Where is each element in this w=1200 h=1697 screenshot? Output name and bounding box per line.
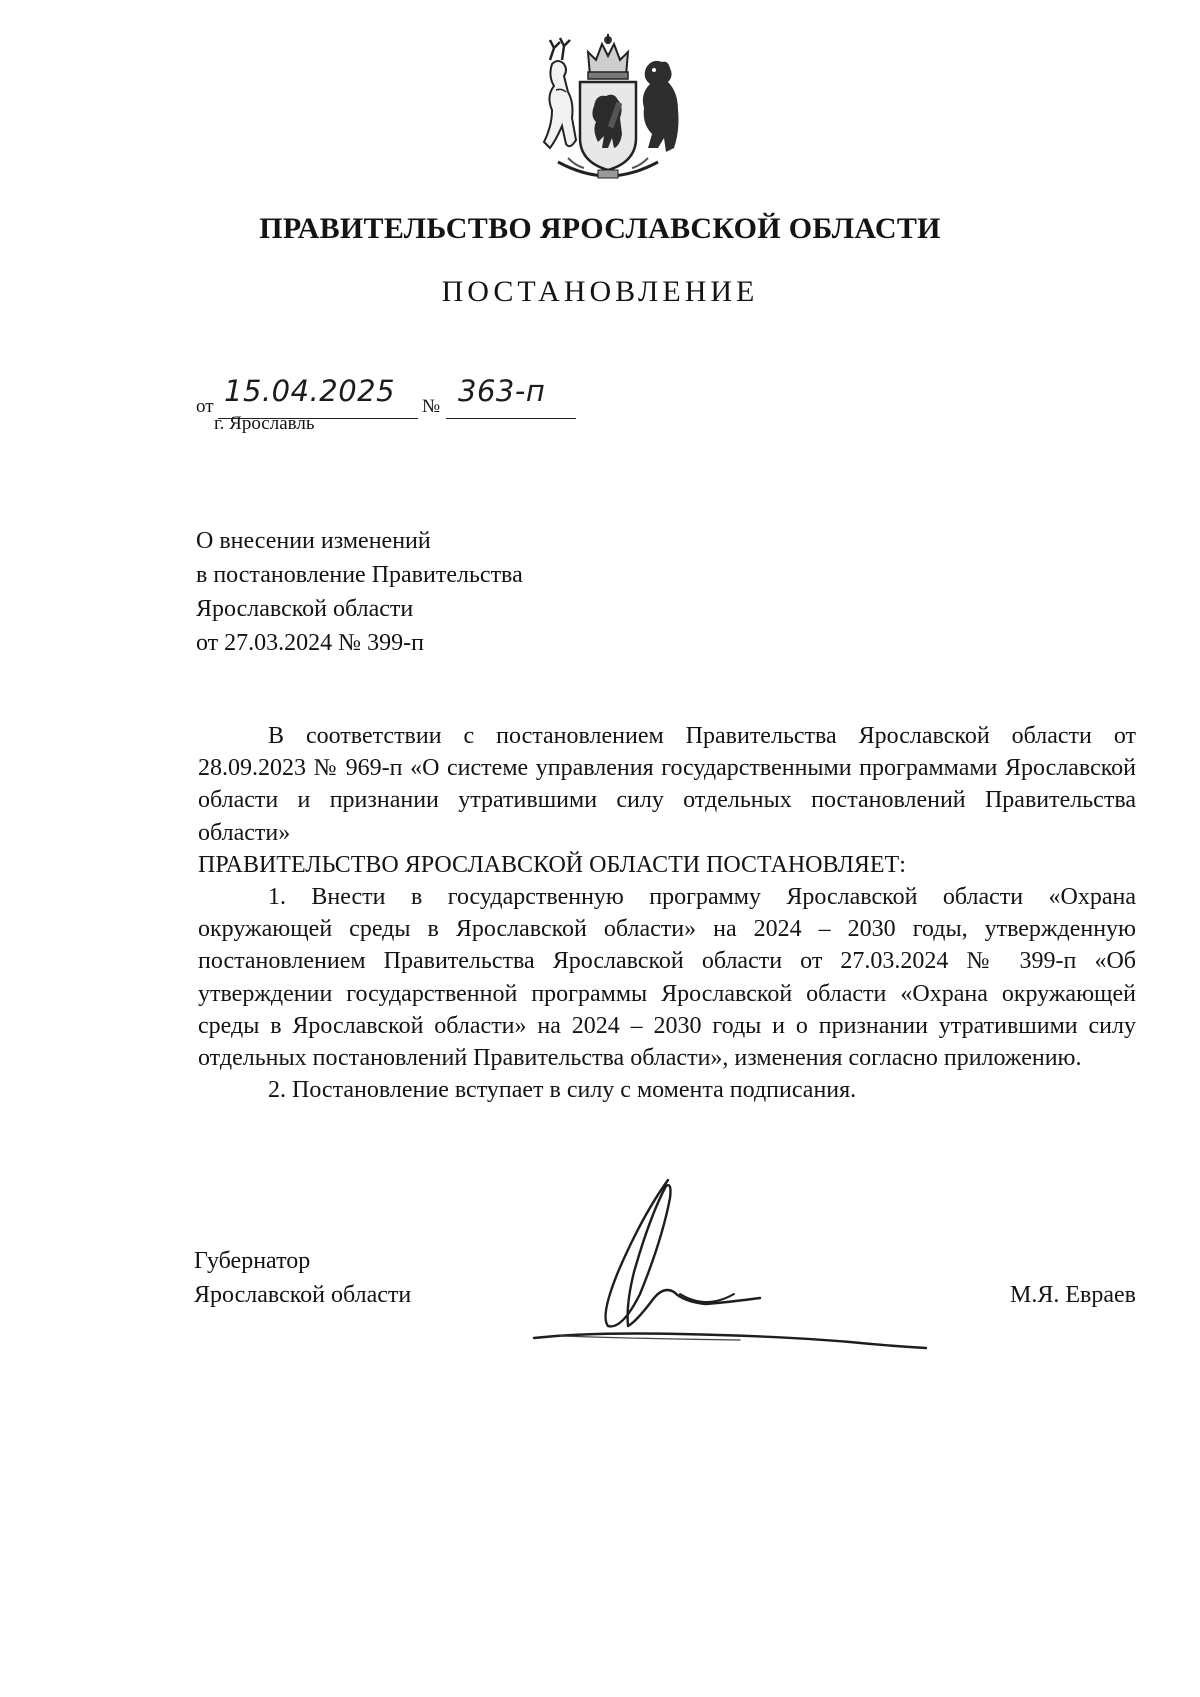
preamble-paragraph: В соответствии с постановлением Правительства Ярославской области от 28.09.2023 № 969-п «О системе управления государственными программами Ярославской области и признании утратившими силу отдельных постановлений Правительства области»: [198, 723, 1136, 846]
signatory-title: [194, 1244, 411, 1312]
date-prefix: от: [196, 396, 214, 417]
date-handwritten: 15.04.2025: [224, 374, 396, 408]
item-1-paragraph: 1. Внести в государственную программу Ярославской области «Охрана окружающей среды в Ярославской области» на 2024 – 2030 годы, утвержденную постановлением Правительства Ярославской области от 27.03.2024 № 399-п «Об утверждении государственной программы Ярославской области «Охрана окружающей среды в Ярославской области» на 2024 – 2030 годы и о признании утратившими силу отдельных постановлений Правительства области», изменения согласно приложению.: [198, 884, 1136, 1072]
resolves-line: ПРАВИТЕЛЬСТВО ЯРОСЛАВСКОЙ ОБЛАСТИ ПОСТАНОВЛЯЕТ:: [198, 851, 906, 878]
number-handwritten: 363-п: [458, 374, 546, 408]
document-type: ПОСТАНОВЛЕНИЕ: [441, 275, 759, 308]
signatory-title-line: Ярославской области: [194, 1282, 412, 1308]
signatory-name: М.Я. Евраев: [1010, 1282, 1136, 1308]
organization-title: ПРАВИТЕЛЬСТВО ЯРОСЛАВСКОЙ ОБЛАСТИ: [259, 212, 941, 245]
document-subject: [196, 524, 523, 660]
handwritten-signature: [530, 1176, 950, 1356]
subject-line: О внесении изменений: [196, 528, 431, 554]
item-2-paragraph: 2. Постановление вступает в силу с момента подписания.: [268, 1077, 857, 1104]
document-body: [198, 720, 1136, 1106]
subject-line: Ярославской области: [196, 596, 414, 622]
number-prefix: №: [422, 396, 441, 417]
signatory-title-line: Губернатор: [194, 1248, 311, 1274]
coat-of-arms-icon: [528, 30, 688, 182]
subject-line: в постановление Правительства: [196, 562, 523, 588]
subject-line: от 27.03.2024 № 399-п: [196, 630, 424, 656]
city: г. Ярославль: [214, 413, 315, 434]
number-underline: [446, 418, 576, 419]
